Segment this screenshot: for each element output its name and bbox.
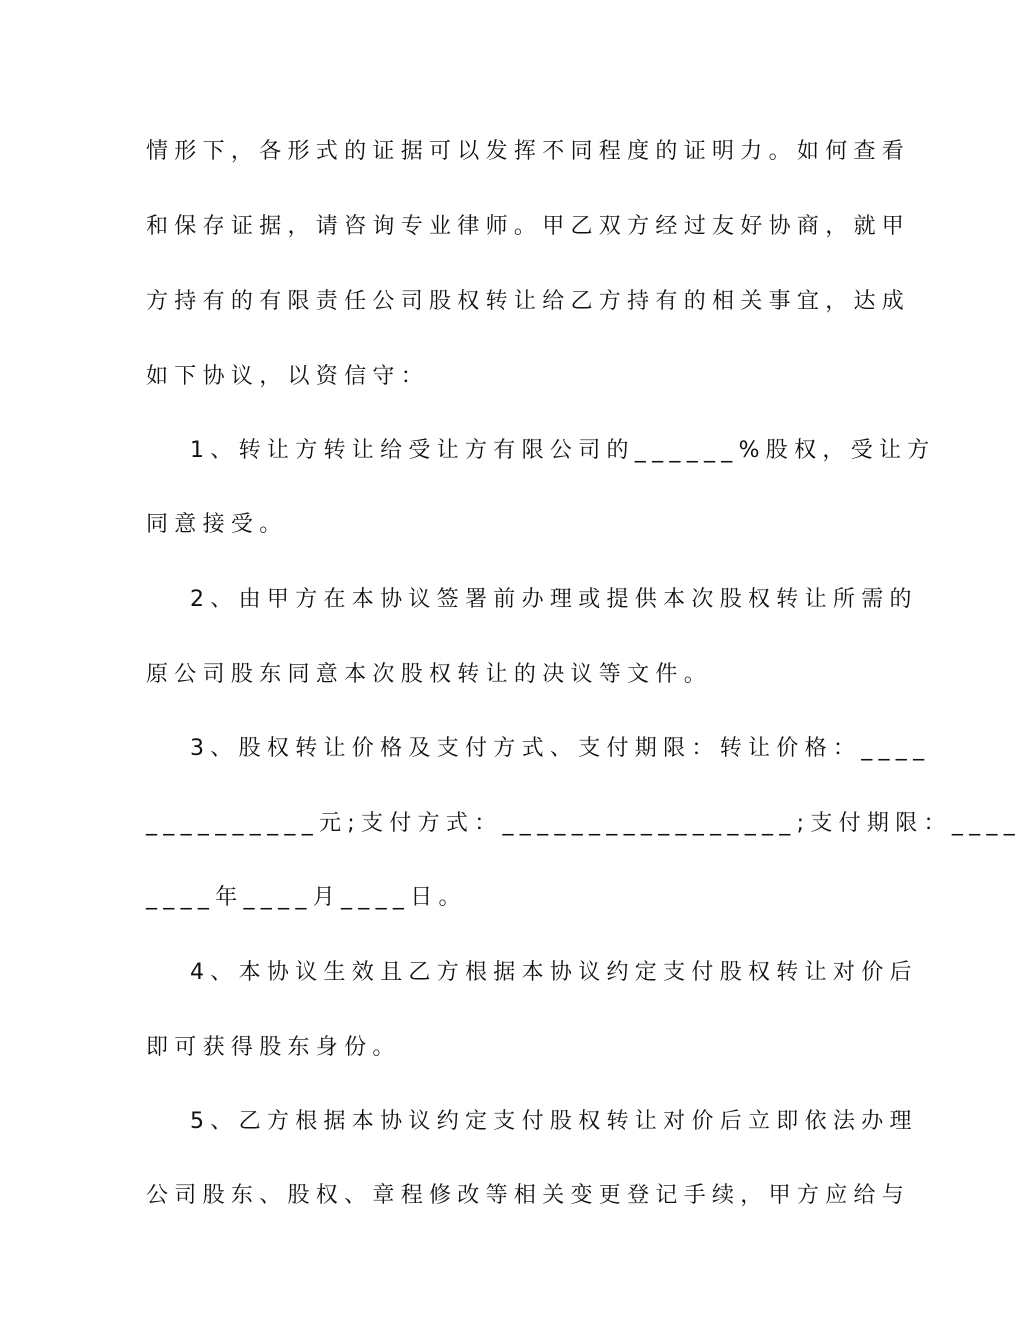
clause-5-line-1: 5、乙方根据本协议约定支付股权转让对价后立即依法办理 [190, 1109, 918, 1134]
clause-5-line-2: 公司股东、股权、章程修改等相关变更登记手续，甲方应给与 [146, 1183, 911, 1208]
paragraph-line-1: 情形下，各形式的证据可以发挥不同程度的证明力。如何查看 [146, 139, 911, 164]
paragraph-line-4: 如下协议，以资信守： [146, 364, 430, 389]
clause-3-line-2: __________元;支付方式：_________________;支付期限：____ [146, 811, 1021, 836]
clause-4-line-1: 4、本协议生效且乙方根据本协议约定支付股权转让对价后 [190, 960, 918, 985]
paragraph-line-3: 方持有的有限责任公司股权转让给乙方持有的相关事宜，达成 [146, 289, 911, 314]
clause-2-line-1: 2、由甲方在本协议签署前办理或提供本次股权转让所需的 [190, 587, 918, 612]
paragraph-line-2: 和保存证据，请咨询专业律师。甲乙双方经过友好协商，就甲 [146, 214, 911, 239]
clause-1-line-1: 1、转让方转让给受让方有限公司的______%股权，受让方 [190, 438, 936, 463]
clause-4-line-2: 即可获得股东身份。 [146, 1035, 401, 1060]
clause-3-line-1: 3、股权转让价格及支付方式、支付期限：转让价格：____ [190, 736, 931, 761]
clause-2-line-2: 原公司股东同意本次股权转让的决议等文件。 [146, 662, 713, 687]
clause-1-line-2: 同意接受。 [146, 512, 288, 537]
clause-3-line-3: ____年____月____日。 [146, 885, 467, 910]
